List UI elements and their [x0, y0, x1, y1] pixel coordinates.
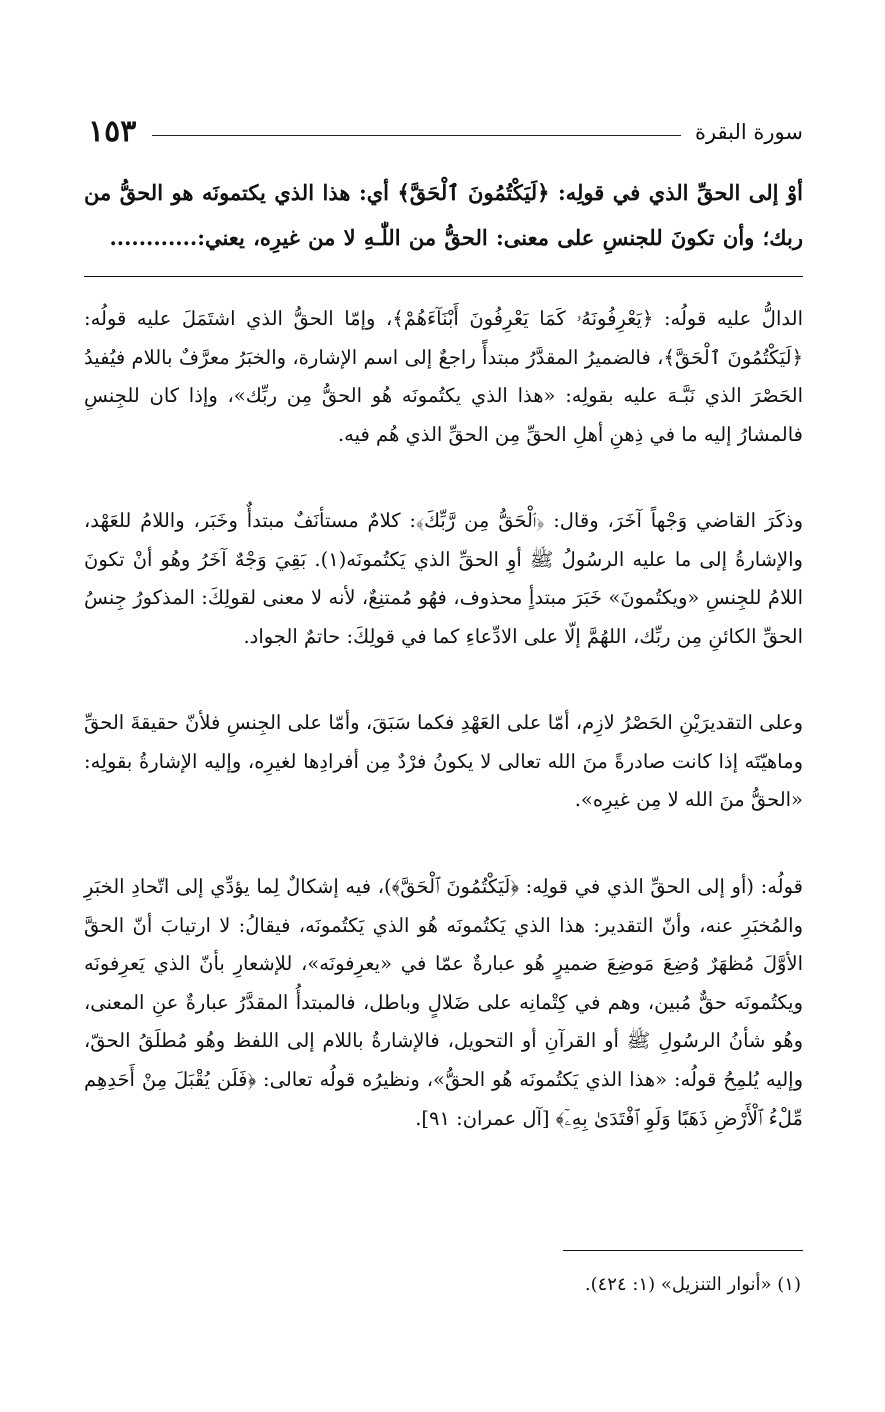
page-header	[88, 112, 803, 152]
header-rule	[152, 135, 681, 136]
commentary-paragraph: وذكَرَ القاضي وَجْهاً آخَرَ، وقال: ﴿ٱلْحَقُّ مِن رَّبِّكَ﴾: كلامٌ مستأنَفٌ مبتدأٌ وخَبَر، واللامُ للعَهْد، والإشارةُ إلى ما عليه الرسُولُ ﷺ أوِ الحقِّ الذي يَكتُمونَه(١). بَقِيَ وَجْهٌ آخَرُ وهُو أنْ تكونَ اللامُ للجِنسِ «ويكتُمونَ» خَبَرَ مبتدأٍ محذوف، فهُو مُمتنِعٌ، لأنه لا معنى لقولِكَ: المذكورُ جِنسُ الحقِّ الكائنِ مِن ربِّك، اللهُمَّ إلّا على الادِّعاءِ كما في قولِكَ: حاتمٌ الجواد.	[84, 509, 803, 648]
commentary-paragraph: وعلى التقديرَيْنِ الحَصْرُ لازِم، أمّا على العَهْدِ فكما سَبَقَ، وأمّا على الجِنسِ فلأنّ حقيقةَ الحقِّ وماهيّتَه إذا كانت صادرةً منَ الله تعالى لا يكونُ فرْدٌ مِن أفرادِها لغيرِه، وإليه الإشارةُ بقولِه: «الحقُّ منَ الله لا مِن غيرِه».	[84, 711, 803, 812]
footnote-divider	[563, 1250, 803, 1251]
main-text-divider	[84, 276, 803, 277]
footnote: (١) «أنوار التنزيل» (١: ٤٢٤).	[584, 1274, 801, 1295]
surah-name: سورة البقرة	[694, 119, 803, 144]
main-text: أوْ إلى الحقِّ الذي في قولِه: ﴿لَيَكْتُمُونَ ٱلْحَقَّ﴾ أي: هذا الذي يكتمونَه هو الحقُّ من ربك؛ وأن تكونَ للجنسِ على معنى: الحقُّ من اللّٰـهِ لا من غيرِه، يعني:............	[84, 180, 803, 250]
commentary-paragraph: الدالُّ عليه قولُه: ﴿يَعْرِفُونَهُۥ كَمَا يَعْرِفُونَ أَبْنَآءَهُمْ﴾، وإمّا الحقُّ الذي اشتَمَلَ عليه قولُه: ﴿لَيَكْتُمُونَ ٱلْحَقَّ﴾، فالضميرُ المقدَّرُ مبتدأً راجعٌ إلى اسم الإشارة، والخبَرُ معرَّفٌ باللام فيُفيدُ الحَصْرَ الذي نَبَّـهَ عليه بقولِه: «هذا الذي يكتُمونَه هُو الحقُّ مِن ربِّك»، وإذا كان للجِنسِ فالمشارُ إليه ما في ذِهنِ أهلِ الحقِّ مِن الحقِّ الذي هُم فيه.	[84, 307, 803, 446]
page-number: ١٥٣	[88, 114, 137, 149]
commentary-paragraph: قولُه: (أو إلى الحقِّ الذي في قولِه: ﴿لَيَكْتُمُونَ ٱلْحَقَّ﴾)، فيه إشكالٌ لِما يؤدِّي إلى اتّحادِ الخبَرِ والمُخبَرِ عنه، وأنّ التقدير: هذا الذي يَكتُمونَه هُو الذي يَكتُمونَه، فيقالُ: لا ارتيابَ أنّ الحقَّ الأوَّلَ مُظهَرٌ وُضِعَ مَوضِعَ ضميرٍ هُو عبارةٌ عمّا في «يعرِفونَه»، للإشعارِ بأنّ الذي يَعرِفونَه ويكتُمونَه حقٌّ مُبين، وهم في كِتْمانِه على ضَلالٍ وباطل، فالمبتدأُ المقدَّرُ عبارةٌ عنِ المعنى، وهُو شأنُ الرسُولِ ﷺ أو القرآنِ أو التحويل، فالإشارةُ باللام إلى اللفظ وهُو مُطلَقُ الحقّ، وإليه يُلمِحُ قولُه: «هذا الذي يَكتُمونَه هُو الحقُّ»، ونظيرُه قولُه تعالى: ﴿فَلَن يُقْبَلَ مِنْ أَحَدِهِم مِّلْءُ ٱلْأَرْضِ ذَهَبًا وَلَوِ ٱفْتَدَىٰ بِهِۦٓ﴾ [آل عمران: ٩١].	[84, 875, 803, 1130]
